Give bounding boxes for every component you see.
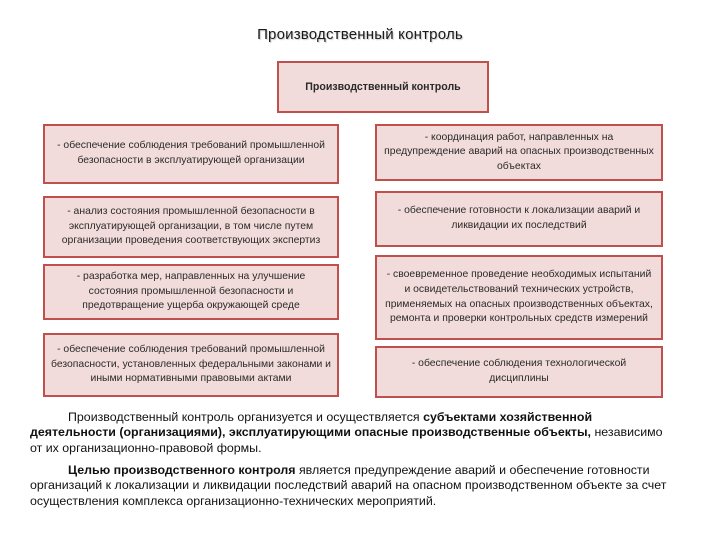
right-box-1 — [375, 124, 663, 181]
right-box-3 — [375, 255, 663, 340]
page-title: Производственный контроль — [257, 26, 463, 43]
left-box-3-text: - разработка мер, направленных на улучшение состояния промышленной безопасности и предотвращение ущерба окружающей среде — [76, 271, 306, 312]
right-box-4-text: - обеспечение соблюдения технологической дисциплины — [411, 358, 627, 384]
left-box-2 — [43, 196, 339, 258]
right-box-2 — [375, 191, 663, 247]
top-box-label: Производственный контроль — [305, 80, 461, 93]
paragraph-2-bold: Целью производственного контроля — [68, 463, 296, 477]
left-box-4 — [43, 333, 339, 397]
paragraph-1-end: независимо от их организационно-правовой формы. — [30, 425, 663, 455]
left-box-3 — [43, 264, 339, 320]
paragraph-1-start: Производственный контроль организуется и осуществляется — [68, 410, 424, 424]
left-box-1 — [43, 124, 339, 184]
top-box — [277, 61, 489, 113]
paragraph-1-bold: субъектами хозяйственной деятельности (организациями), эксплуатирующими опасные производственные объекты, — [30, 410, 593, 440]
right-box-3-text: - своевременное проведение необходимых испытаний и освидетельствований технических устройств, применяемых на опасных производственных объектах, ремонта и проверки контрольных средств измерений — [385, 269, 653, 325]
left-box-4-text: - обеспечение соблюдения требований промышленной безопасности, установленных федеральными законами и иными нормативными правовыми актами — [51, 344, 331, 385]
right-box-2-text: - обеспечение готовности к локализации аварий и ликвидации их последствий — [397, 205, 641, 231]
left-box-2-text: - анализ состояния промышленной безопасности в эксплуатирующей организации, в том числе путем организации проведения соответствующих экспертиз — [61, 206, 321, 247]
right-box-1-text: - координация работ, направленных на предупреждение аварий на опасных производственных объектах — [384, 131, 654, 172]
paragraph-2-end: является предупреждение аварий и обеспечение готовности организаций к локализации и ликвидации последствий аварий на опасном производственном объекте за счет осуществления комплекса организационно-технических мероприятий. — [30, 463, 667, 508]
paragraph-1 — [30, 410, 670, 456]
left-box-1-text: - обеспечение соблюдения требований промышленной безопасности в эксплуатирующей организации — [57, 140, 325, 166]
paragraph-2 — [30, 463, 670, 509]
right-box-4 — [375, 346, 663, 398]
